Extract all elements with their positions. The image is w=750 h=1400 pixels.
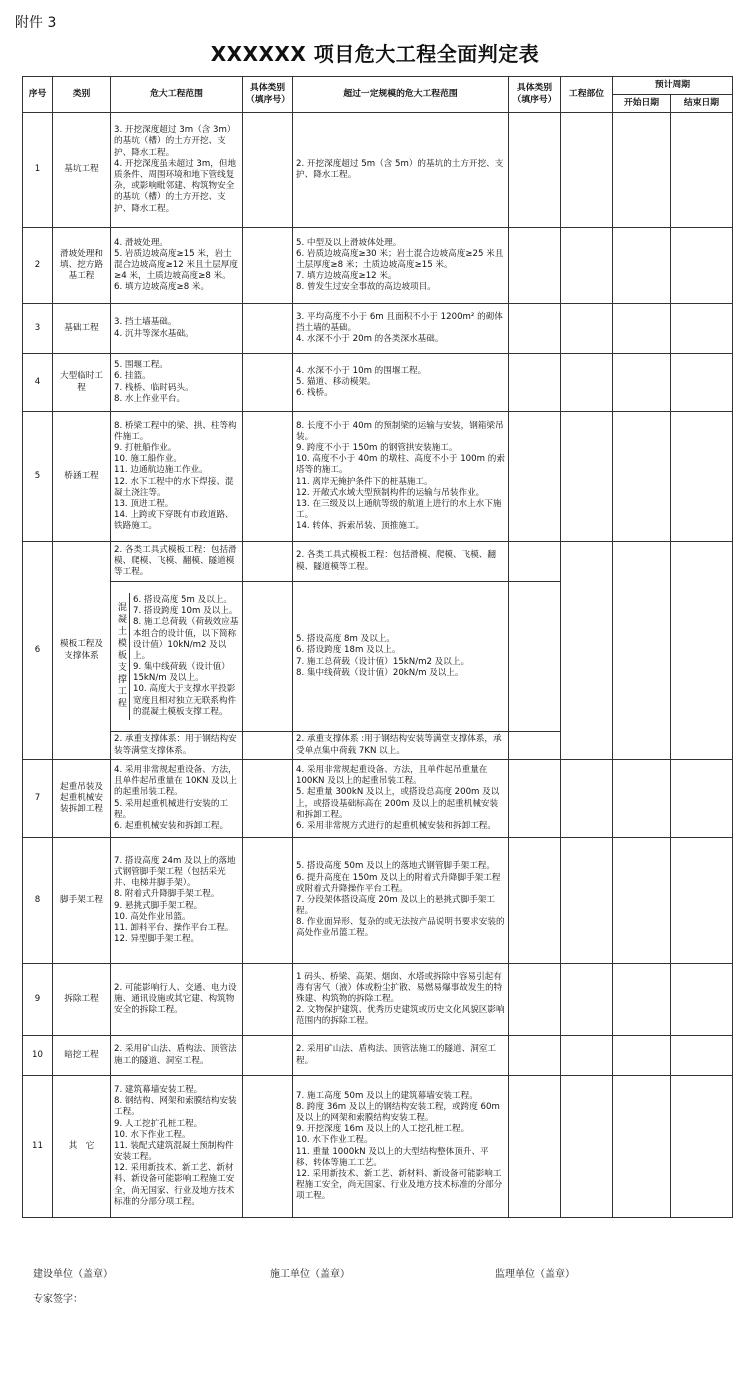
- row-over-scope: 8. 长度不小于 40m 的预制梁的运输与安装，钢箱梁吊装。 9. 跨度不小于 150m 的钢管拱安装施工。 10. 高度不小于 40m 的墩柱、高度不小于 100m 的索塔等的施工。 11. 离岸无掩护条件下的桩基施工。 12. 开敞式水域大型预制构件的运输与吊装作业。 13. 在三级及以上通航等级的航道上进行的水上水下施工。 14. 转体、拆索吊装、顶推施工。: [293, 412, 509, 542]
- table-row: [23, 228, 733, 304]
- location-cell[interactable]: [561, 838, 613, 964]
- location-cell[interactable]: [561, 542, 613, 760]
- row-scope: 2. 可能影响行人、交通、电力设施、通讯设施或其它建、构筑物安全的拆除工程。: [111, 964, 243, 1036]
- annex-label: 附件 3: [15, 15, 57, 31]
- end-date-cell[interactable]: [671, 113, 733, 228]
- type-no-cell[interactable]: [243, 228, 293, 304]
- type-no-2-cell[interactable]: [509, 760, 561, 838]
- end-date-cell[interactable]: [671, 838, 733, 964]
- row-category: 基础工程: [53, 304, 111, 354]
- judgment-table: [22, 76, 733, 1218]
- table-row: [23, 354, 733, 412]
- location-cell[interactable]: [561, 354, 613, 412]
- table-row: [23, 412, 733, 542]
- row-category: 基坑工程: [53, 113, 111, 228]
- row-scope: 3. 开挖深度超过 3m（含 3m）的基坑（槽）的土方开挖、支护、降水工程。 4. 开挖深度虽未超过 3m，但地质条件、周围环境和地下管线复杂，或影响毗邻建、构筑物安全的基坑（槽）的土方开挖、支护、降水工程。: [111, 113, 243, 228]
- end-date-cell[interactable]: [671, 964, 733, 1036]
- end-date-cell[interactable]: [671, 760, 733, 838]
- table-row: [23, 1076, 733, 1218]
- start-date-cell[interactable]: [613, 228, 671, 304]
- type-no-2-cell[interactable]: [509, 354, 561, 412]
- header-location: 工程部位: [561, 77, 613, 113]
- row-seq: 3: [23, 304, 53, 354]
- row-seq: 1: [23, 113, 53, 228]
- type-no-2-cell[interactable]: [509, 1076, 561, 1218]
- row-seq: 7: [23, 760, 53, 838]
- start-date-cell[interactable]: [613, 412, 671, 542]
- row-over-scope: 4. 采用非常规起重设备、方法，且单件起吊重量在 100KN 及以上的起重吊装工程。 5. 起重量 300kN 及以上，或搭设总高度 200m 及以上，或搭设基础标高在 200m 及以上的起重机械安装和拆卸工程。 6. 采用非常规方式进行的起重机械安装和拆卸工程。: [293, 760, 509, 838]
- row-category: 起重吊装及起重机械安装拆卸工程: [53, 760, 111, 838]
- type-no-2-cell[interactable]: [509, 412, 561, 542]
- location-cell[interactable]: [561, 964, 613, 1036]
- row-over-scope: 4. 水深不小于 10m 的围堰工程。 5. 猫道、移动模架。 6. 栈桥。: [293, 354, 509, 412]
- row-over-scope: 2. 采用矿山法、盾构法、顶管法施工的隧道、洞室工程。: [293, 1036, 509, 1076]
- sub-category-label: 混凝土模板支撑工程: [111, 593, 130, 720]
- location-cell[interactable]: [561, 113, 613, 228]
- end-date-cell[interactable]: [671, 542, 733, 760]
- row-over-scope: 2. 开挖深度超过 5m（含 5m）的基坑的土方开挖、支护、降水工程。: [293, 113, 509, 228]
- row-over-scope-b: 5. 搭设高度 8m 及以上。 6. 搭设跨度 18m 及以上。 7. 施工总荷载（设计值）15kN/m2 及以上。 8. 集中线荷载（设计值）20kN/m 及以上。: [293, 582, 509, 732]
- row-category: 其 它: [53, 1076, 111, 1218]
- start-date-cell[interactable]: [613, 838, 671, 964]
- end-date-cell[interactable]: [671, 1036, 733, 1076]
- type-no-cell[interactable]: [243, 838, 293, 964]
- end-date-cell[interactable]: [671, 228, 733, 304]
- header-start: 开始日期: [613, 95, 671, 113]
- type-no-cell[interactable]: [243, 113, 293, 228]
- location-cell[interactable]: [561, 412, 613, 542]
- row-scope: 4. 采用非常规起重设备、方法，且单件起吊重量在 10KN 及以上的起重吊装工程。 5. 采用起重机械进行安装的工程。 6. 起重机械安装和拆卸工程。: [111, 760, 243, 838]
- end-date-cell[interactable]: [671, 412, 733, 542]
- location-cell[interactable]: [561, 760, 613, 838]
- header-category: 类别: [53, 77, 111, 113]
- header-end: 结束日期: [671, 95, 733, 113]
- expert-signature: 专家签字：: [33, 1294, 83, 1305]
- row-category: 拆除工程: [53, 964, 111, 1036]
- row-over-scope: 5. 中型及以上滑坡体处理。 6. 岩质边坡高度≥30 米；岩土混合边坡高度≥25 米且土层厚度≥8 米；土质边坡高度≥15 米。 7. 填方边坡高度≥12 米。 8. 曾发生过安全事故的高边坡项目。: [293, 228, 509, 304]
- header-over-scope: 超过一定规模的危大工程范围: [293, 77, 509, 113]
- row-seq: 6: [23, 542, 53, 760]
- type-no-cell[interactable]: [243, 1076, 293, 1218]
- row-category: 模板工程及支撑体系: [53, 542, 111, 760]
- table-row: [23, 113, 733, 228]
- type-no-2-cell[interactable]: [509, 1036, 561, 1076]
- type-no-cell[interactable]: [243, 732, 293, 760]
- type-no-2-cell[interactable]: [509, 964, 561, 1036]
- row-scope: 7. 建筑幕墙安装工程。 8. 钢结构、网架和索膜结构安装工程。 9. 人工挖扩孔桩工程。 10. 水下作业工程。 11. 装配式建筑混凝土预制构件安装工程。 12. 采用新技术、新工艺、新材料、新设备可能影响工程施工安全，尚无国家、行业及地方技术标准的分部分项工程。: [111, 1076, 243, 1218]
- type-no-cell[interactable]: [243, 760, 293, 838]
- row-over-scope-c: 2. 承重支撑体系 :用于钢结构安装等满堂支撑体系，承受单点集中荷载 7KN 以上。: [293, 732, 509, 760]
- row-scope: 8. 桥梁工程中的梁、拱、柱等构件施工。 9. 打桩船作业。 10. 施工船作业。 11. 边通航边施工作业。 12. 水下工程中的水下焊接、混凝土浇注等。 13. 顶进工程。 14. 上跨或下穿既有市政道路、铁路施工。: [111, 412, 243, 542]
- table-row: [23, 542, 733, 582]
- page-title: XXXXXX 项目危大工程全面判定表: [210, 42, 540, 66]
- row-seq: 4: [23, 354, 53, 412]
- location-cell[interactable]: [561, 1076, 613, 1218]
- build-unit-signature: 建设单位（盖章）: [33, 1269, 113, 1280]
- row-scope-a: 2. 各类工具式模板工程：包括滑模、爬模、飞模、翻模、隧道模等工程。: [111, 542, 243, 582]
- type-no-cell[interactable]: [243, 412, 293, 542]
- row-scope: 4. 滑坡处理。 5. 岩质边坡高度≥15 米，岩土混合边坡高度≥12 米且土层厚度≥4 米，土质边坡高度≥8 米。 6. 填方边坡高度≥8 米。: [111, 228, 243, 304]
- row-category: 暗挖工程: [53, 1036, 111, 1076]
- start-date-cell[interactable]: [613, 1076, 671, 1218]
- row-seq: 10: [23, 1036, 53, 1076]
- type-no-2-cell[interactable]: [509, 582, 561, 732]
- location-cell[interactable]: [561, 1036, 613, 1076]
- end-date-cell[interactable]: [671, 1076, 733, 1218]
- header-scope: 危大工程范围: [111, 77, 243, 113]
- start-date-cell[interactable]: [613, 1036, 671, 1076]
- table-row: [23, 304, 733, 354]
- start-date-cell[interactable]: [613, 542, 671, 760]
- type-no-cell[interactable]: [243, 964, 293, 1036]
- supervise-unit-signature: 监理单位（盖章）: [495, 1269, 575, 1280]
- row-category: 大型临时工程: [53, 354, 111, 412]
- row-category: 滑坡处理和填、挖方路基工程: [53, 228, 111, 304]
- type-no-2-cell[interactable]: [509, 542, 561, 582]
- row-scope-b: 混凝土模板支撑工程 6. 搭设高度 5m 及以上。 7. 搭设跨度 10m 及以上。 8. 施工总荷载（荷载效应基本组合的设计值，以下简称设计值）10kN/m2 及以上。 9. 集中线荷载（设计值）15kN/m 及以上。 10. 高度大于支撑水平投影宽度且相对独立无联系构件的混凝土模板支撑工程。: [111, 582, 243, 732]
- end-date-cell[interactable]: [671, 354, 733, 412]
- table-row: [23, 964, 733, 1036]
- row-over-scope-a: 2. 各类工具式模板工程：包括滑模、爬模、飞模、翻模、隧道模等工程。: [293, 542, 509, 582]
- table-row: [23, 760, 733, 838]
- type-no-cell[interactable]: [243, 304, 293, 354]
- row-category: 桥涵工程: [53, 412, 111, 542]
- start-date-cell[interactable]: [613, 354, 671, 412]
- row-seq: 5: [23, 412, 53, 542]
- row-scope: 2. 采用矿山法、盾构法、顶管法施工的隧道、洞室工程。: [111, 1036, 243, 1076]
- type-no-cell[interactable]: [243, 542, 293, 582]
- row-seq: 9: [23, 964, 53, 1036]
- type-no-2-cell[interactable]: [509, 228, 561, 304]
- end-date-cell[interactable]: [671, 304, 733, 354]
- header-period: 预计周期: [613, 77, 733, 95]
- construct-unit-signature: 施工单位（盖章）: [270, 1269, 350, 1280]
- row-seq: 8: [23, 838, 53, 964]
- type-no-2-cell[interactable]: [509, 113, 561, 228]
- row-category: 脚手架工程: [53, 838, 111, 964]
- start-date-cell[interactable]: [613, 113, 671, 228]
- row-seq: 11: [23, 1076, 53, 1218]
- type-no-cell[interactable]: [243, 354, 293, 412]
- type-no-cell[interactable]: [243, 582, 293, 732]
- header-seq: 序号: [23, 77, 53, 113]
- header-type-no: 具体类别（填序号）: [243, 77, 293, 113]
- type-no-2-cell[interactable]: [509, 304, 561, 354]
- table-row: [23, 1036, 733, 1076]
- start-date-cell[interactable]: [613, 304, 671, 354]
- row-over-scope: 1 码头、桥梁、高架、烟囱、水塔或拆除中容易引起有毒有害气（液）体或粉尘扩散、易燃易爆事故发生的特殊建、构筑物的拆除工程。 2. 文物保护建筑、优秀历史建筑或历史文化风貌区影响范围内的拆除工程。: [293, 964, 509, 1036]
- type-no-cell[interactable]: [243, 1036, 293, 1076]
- location-cell[interactable]: [561, 304, 613, 354]
- location-cell[interactable]: [561, 228, 613, 304]
- table-row: [23, 838, 733, 964]
- row-scope-c: 2. 承重支撑体系：用于钢结构安装等满堂支撑体系。: [111, 732, 243, 760]
- header-type-no-2: 具体类别（填序号）: [509, 77, 561, 113]
- row-over-scope: 5. 搭设高度 50m 及以上的落地式钢管脚手架工程。 6. 提升高度在 150m 及以上的附着式升降脚手架工程或附着式升降操作平台工程。 7. 分段架体搭设高度 20m 及以上的悬挑式脚手架工程。 8. 作业面异形、复杂的或无法按产品说明书要求安装的高处作业吊篮工程。: [293, 838, 509, 964]
- row-seq: 2: [23, 228, 53, 304]
- type-no-2-cell[interactable]: [509, 838, 561, 964]
- row-scope: 7. 搭设高度 24m 及以上的落地式钢管脚手架工程（包括采光井、电梯井脚手架）。 8. 附着式升降脚手架工程。 9. 悬挑式脚手架工程。 10. 高处作业吊篮。 11. 卸料平台、操作平台工程。 12. 异型脚手架工程。: [111, 838, 243, 964]
- row-over-scope: 3. 平均高度不小于 6m 且面积不小于 1200m² 的砌体挡土墙的基础。 4. 水深不小于 20m 的各类深水基础。: [293, 304, 509, 354]
- start-date-cell[interactable]: [613, 964, 671, 1036]
- start-date-cell[interactable]: [613, 760, 671, 838]
- row-scope: 5. 围堰工程。 6. 挂篮。 7. 栈桥、临时码头。 8. 水上作业平台。: [111, 354, 243, 412]
- row-scope: 3. 挡土墙基础。 4. 沉井等深水基础。: [111, 304, 243, 354]
- row-over-scope: 7. 施工高度 50m 及以上的建筑幕墙安装工程。 8. 跨度 36m 及以上的钢结构安装工程，或跨度 60m 及以上的网架和索膜结构安装工程。 9. 开挖深度 16m 及以上的人工挖孔桩工程。 10. 水下作业工程。 11. 重量 1000kN 及以上的大型结构整体顶升、平移、转体等施工工艺。 12. 采用新技术、新工艺、新材料、新设备可能影响工程施工安全，尚无国家、行业及地方技术标准的分部分项工程。: [293, 1076, 509, 1218]
- type-no-2-cell[interactable]: [509, 732, 561, 760]
